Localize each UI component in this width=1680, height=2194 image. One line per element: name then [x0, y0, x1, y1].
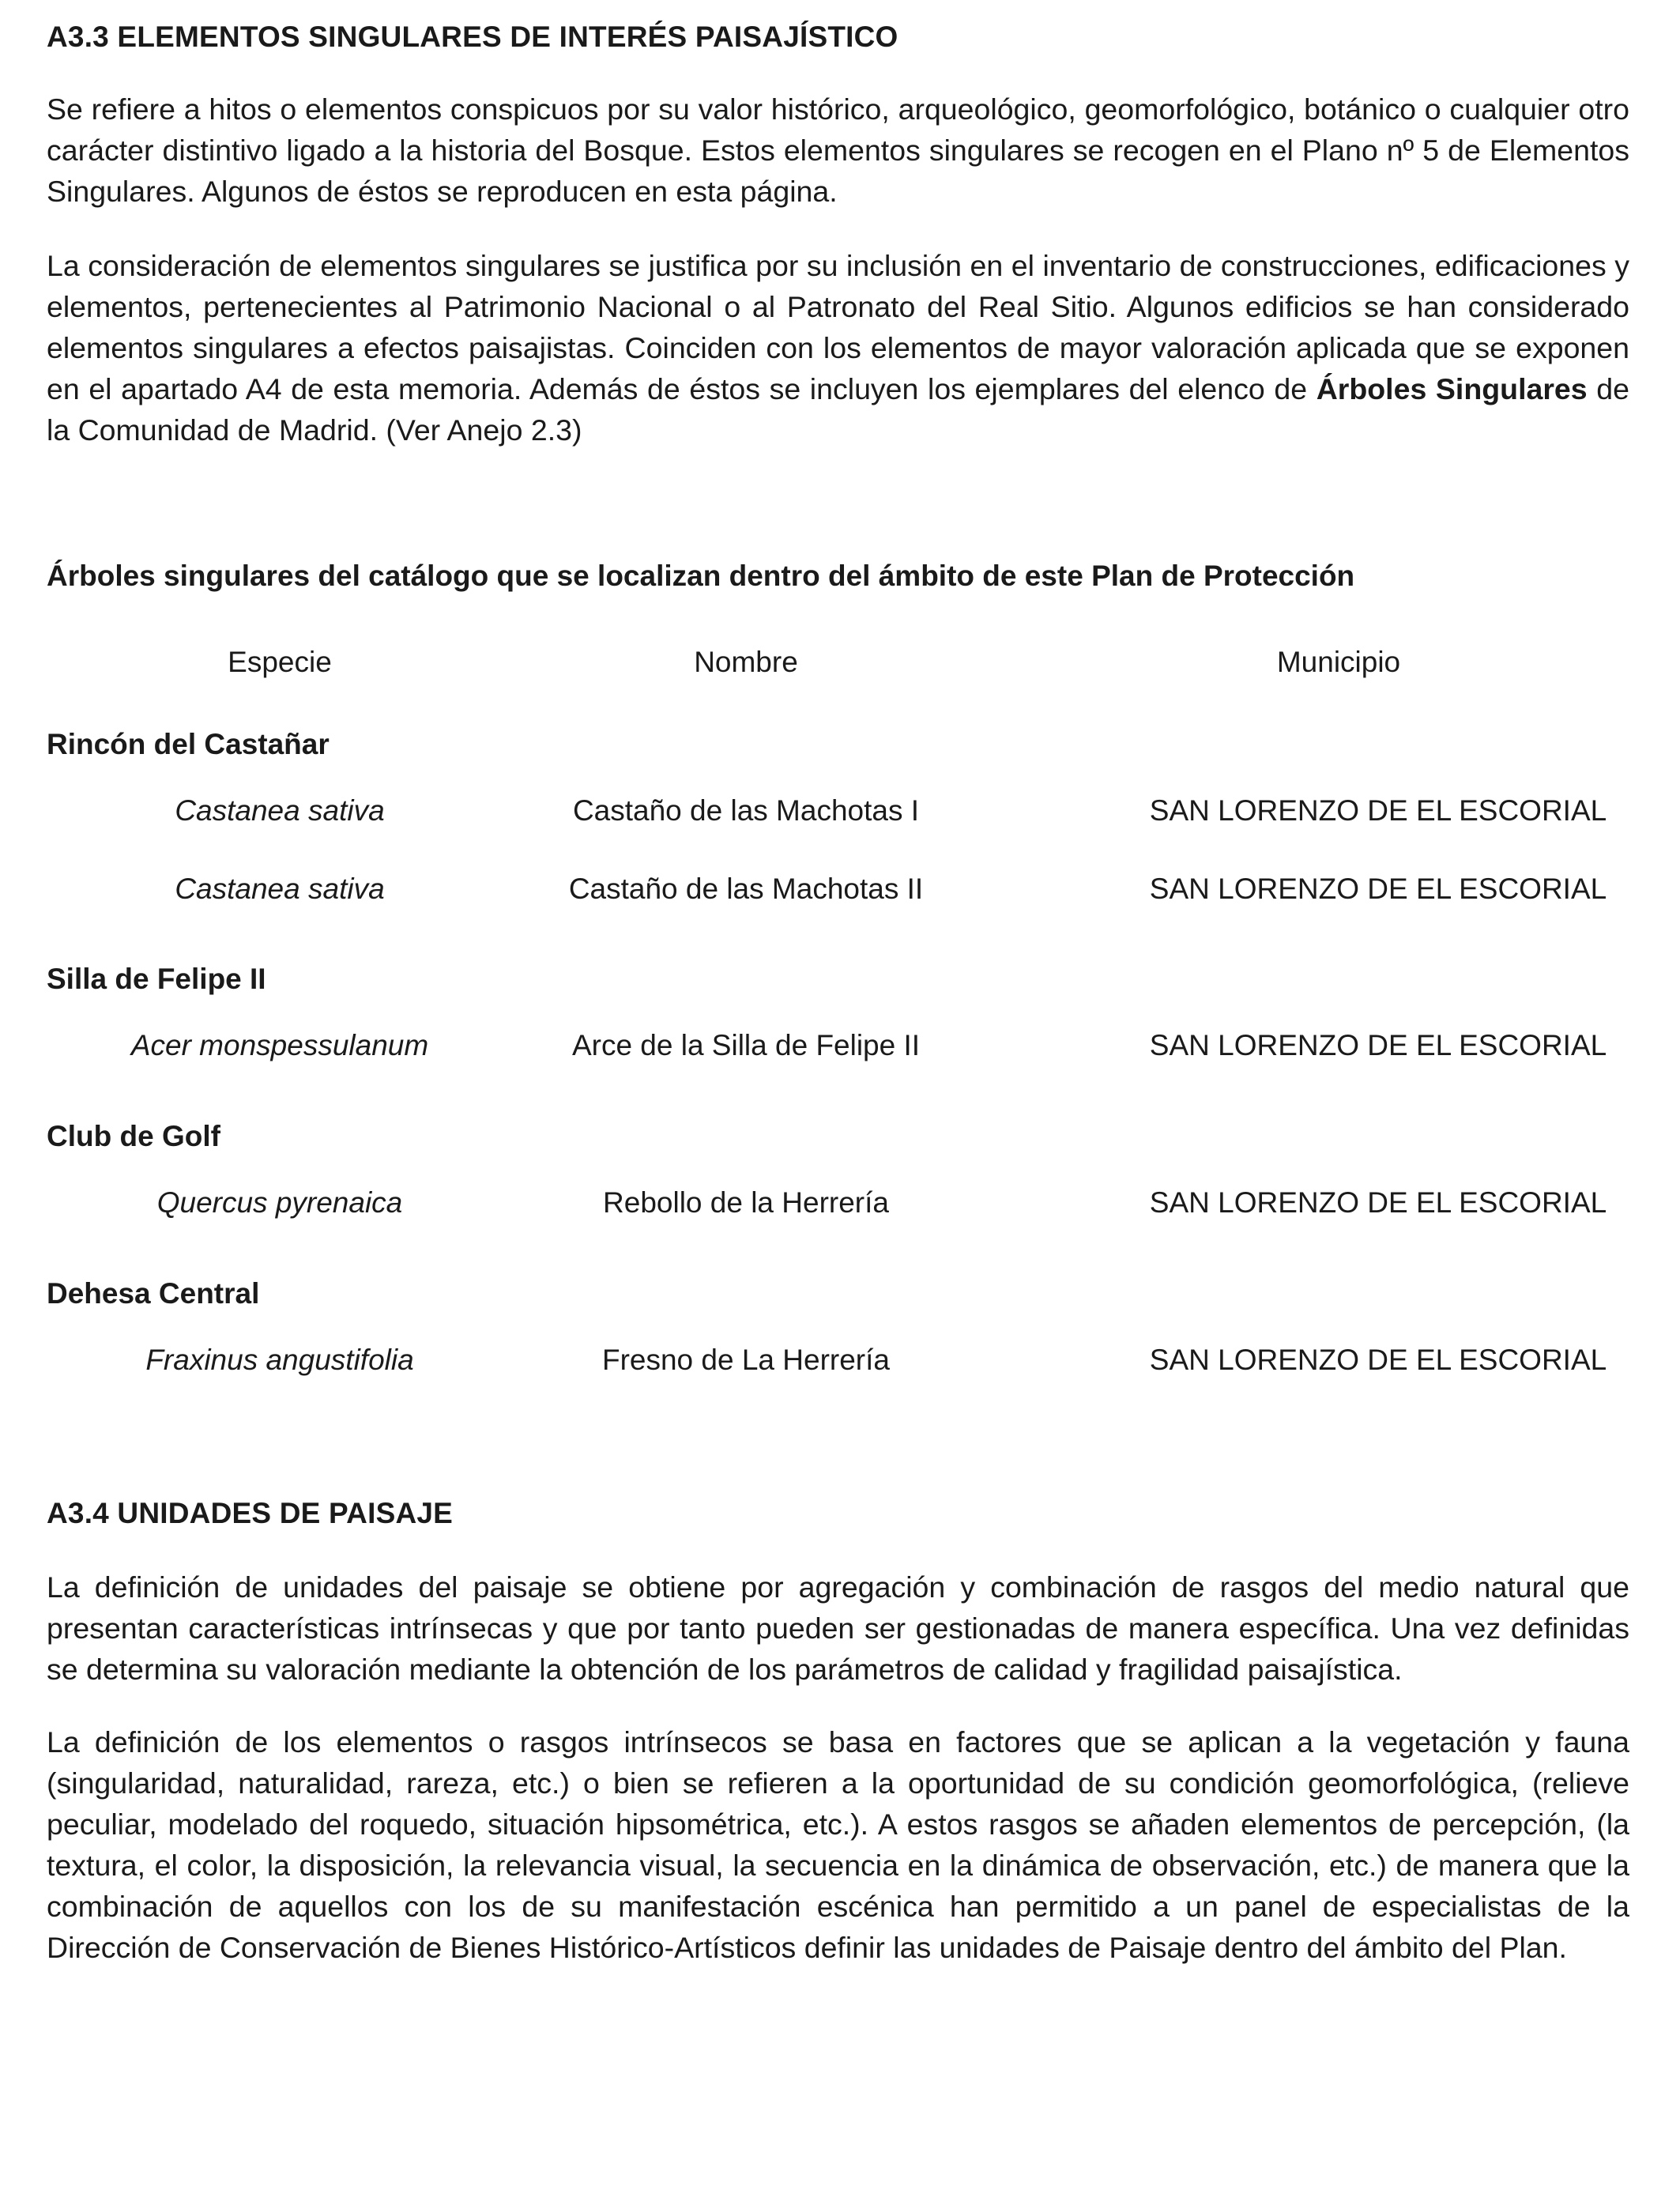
species-cell: Quercus pyrenaica	[156, 1186, 403, 1219]
species-cell: Castanea sativa	[175, 873, 385, 905]
municipality-cell: SAN LORENZO DE EL ESCORIAL	[1149, 1186, 1607, 1219]
catalog-title: Árboles singulares del catálogo que se localizan dentro del ámbito de este Plan de Protección	[47, 560, 1355, 592]
catalog-table	[47, 0, 1629, 1423]
species-cell: Castanea sativa	[175, 794, 385, 827]
tree-name-cell: Castaño de las Machotas I	[572, 794, 920, 827]
municipality-cell: SAN LORENZO DE EL ESCORIAL	[1149, 1344, 1607, 1376]
group-title: Dehesa Central	[47, 1277, 260, 1310]
column-header-municipality: Municipio	[1276, 646, 1401, 678]
tree-name-cell: Castaño de las Machotas II	[568, 873, 924, 905]
column-header-name: Nombre	[694, 646, 798, 678]
section-a34-heading: A3.4 UNIDADES DE PAISAJE	[47, 1497, 454, 1529]
section-a33-paragraph-1: Se refiere a hitos o elementos conspicuos por su valor histórico, arqueológico, geomorfológico, botánico o cualquier otro carácter distintivo ligado a la historia del Bosque. Estos elementos singulares se recogen en el Plano nº 5 de Elementos Singulares. Algunos de éstos se reproducen en esta página.	[47, 92, 1629, 208]
municipality-cell: SAN LORENZO DE EL ESCORIAL	[1149, 873, 1607, 905]
municipality-cell: SAN LORENZO DE EL ESCORIAL	[1149, 794, 1607, 827]
column-header-species: Especie	[228, 646, 332, 678]
section-a33-heading: A3.3 ELEMENTOS SINGULARES DE INTERÉS PAISAJÍSTICO	[47, 21, 898, 53]
tree-name-cell: Rebollo de la Herrería	[603, 1186, 889, 1219]
tree-name-cell: Arce de la Silla de Felipe II	[571, 1029, 921, 1061]
paragraph-2-tail: de la Comunidad de Madrid. (Ver Anejo 2.3)	[47, 372, 1629, 447]
section-a34-paragraph-2: La definición de los elementos o rasgos intrínsecos se basa en factores que se aplican a la vegetación y fauna (singularidad, naturalidad, rareza, etc.) o bien se refieren a la oportunidad de su condición geomorfológica, (relieve peculiar, modelado del roquedo, situación hipsométrica, etc.). A estos rasgos se añaden elementos de percepción, (la textura, el color, la disposición, la relevancia visual, la secuencia en la dinámica de observación, etc.) de manera que la combinación de aquellos con los de su manifestación escénica han permitido a un panel de especialistas de la Dirección de Conservación de Bienes Histórico-Artísticos definir las unidades de Paisaje dentro del ámbito del Plan.	[47, 1725, 1629, 1964]
species-cell: Acer monspessulanum	[130, 1029, 429, 1061]
section-a34-paragraph-1: La definición de unidades del paisaje se obtiene por agregación y combinación de rasgos del medio natural que presentan características intrínsecas y que por tanto pueden ser gestionadas de manera específica. Una vez definidas se determina su valoración mediante la obtención de los parámetros de calidad y fragilidad paisajística.	[47, 1570, 1629, 1686]
tree-name-cell: Fresno de La Herrería	[601, 1344, 890, 1376]
group-title: Silla de Felipe II	[47, 963, 266, 995]
paragraph-2-bold-term: Árboles Singulares	[1316, 372, 1588, 405]
municipality-cell: SAN LORENZO DE EL ESCORIAL	[1149, 1029, 1607, 1061]
species-cell: Fraxinus angustifolia	[145, 1344, 414, 1376]
group-title: Club de Golf	[47, 1120, 220, 1152]
group-title: Rincón del Castañar	[47, 728, 330, 760]
paragraph-2-text: La consideración de elementos singulares se justifica por su inclusión en el inventario de construcciones, edificaciones y elementos, pertenecientes al Patrimonio Nacional o al Patronato del Real Sitio. Algunos edificios se han considerado elementos singulares a efectos paisajistas. Coinciden con los elementos de mayor valoración aplicada que se exponen en el apartado A4 de esta memoria. Además de éstos se incluyen los ejemplares del elenco de	[47, 249, 1629, 405]
